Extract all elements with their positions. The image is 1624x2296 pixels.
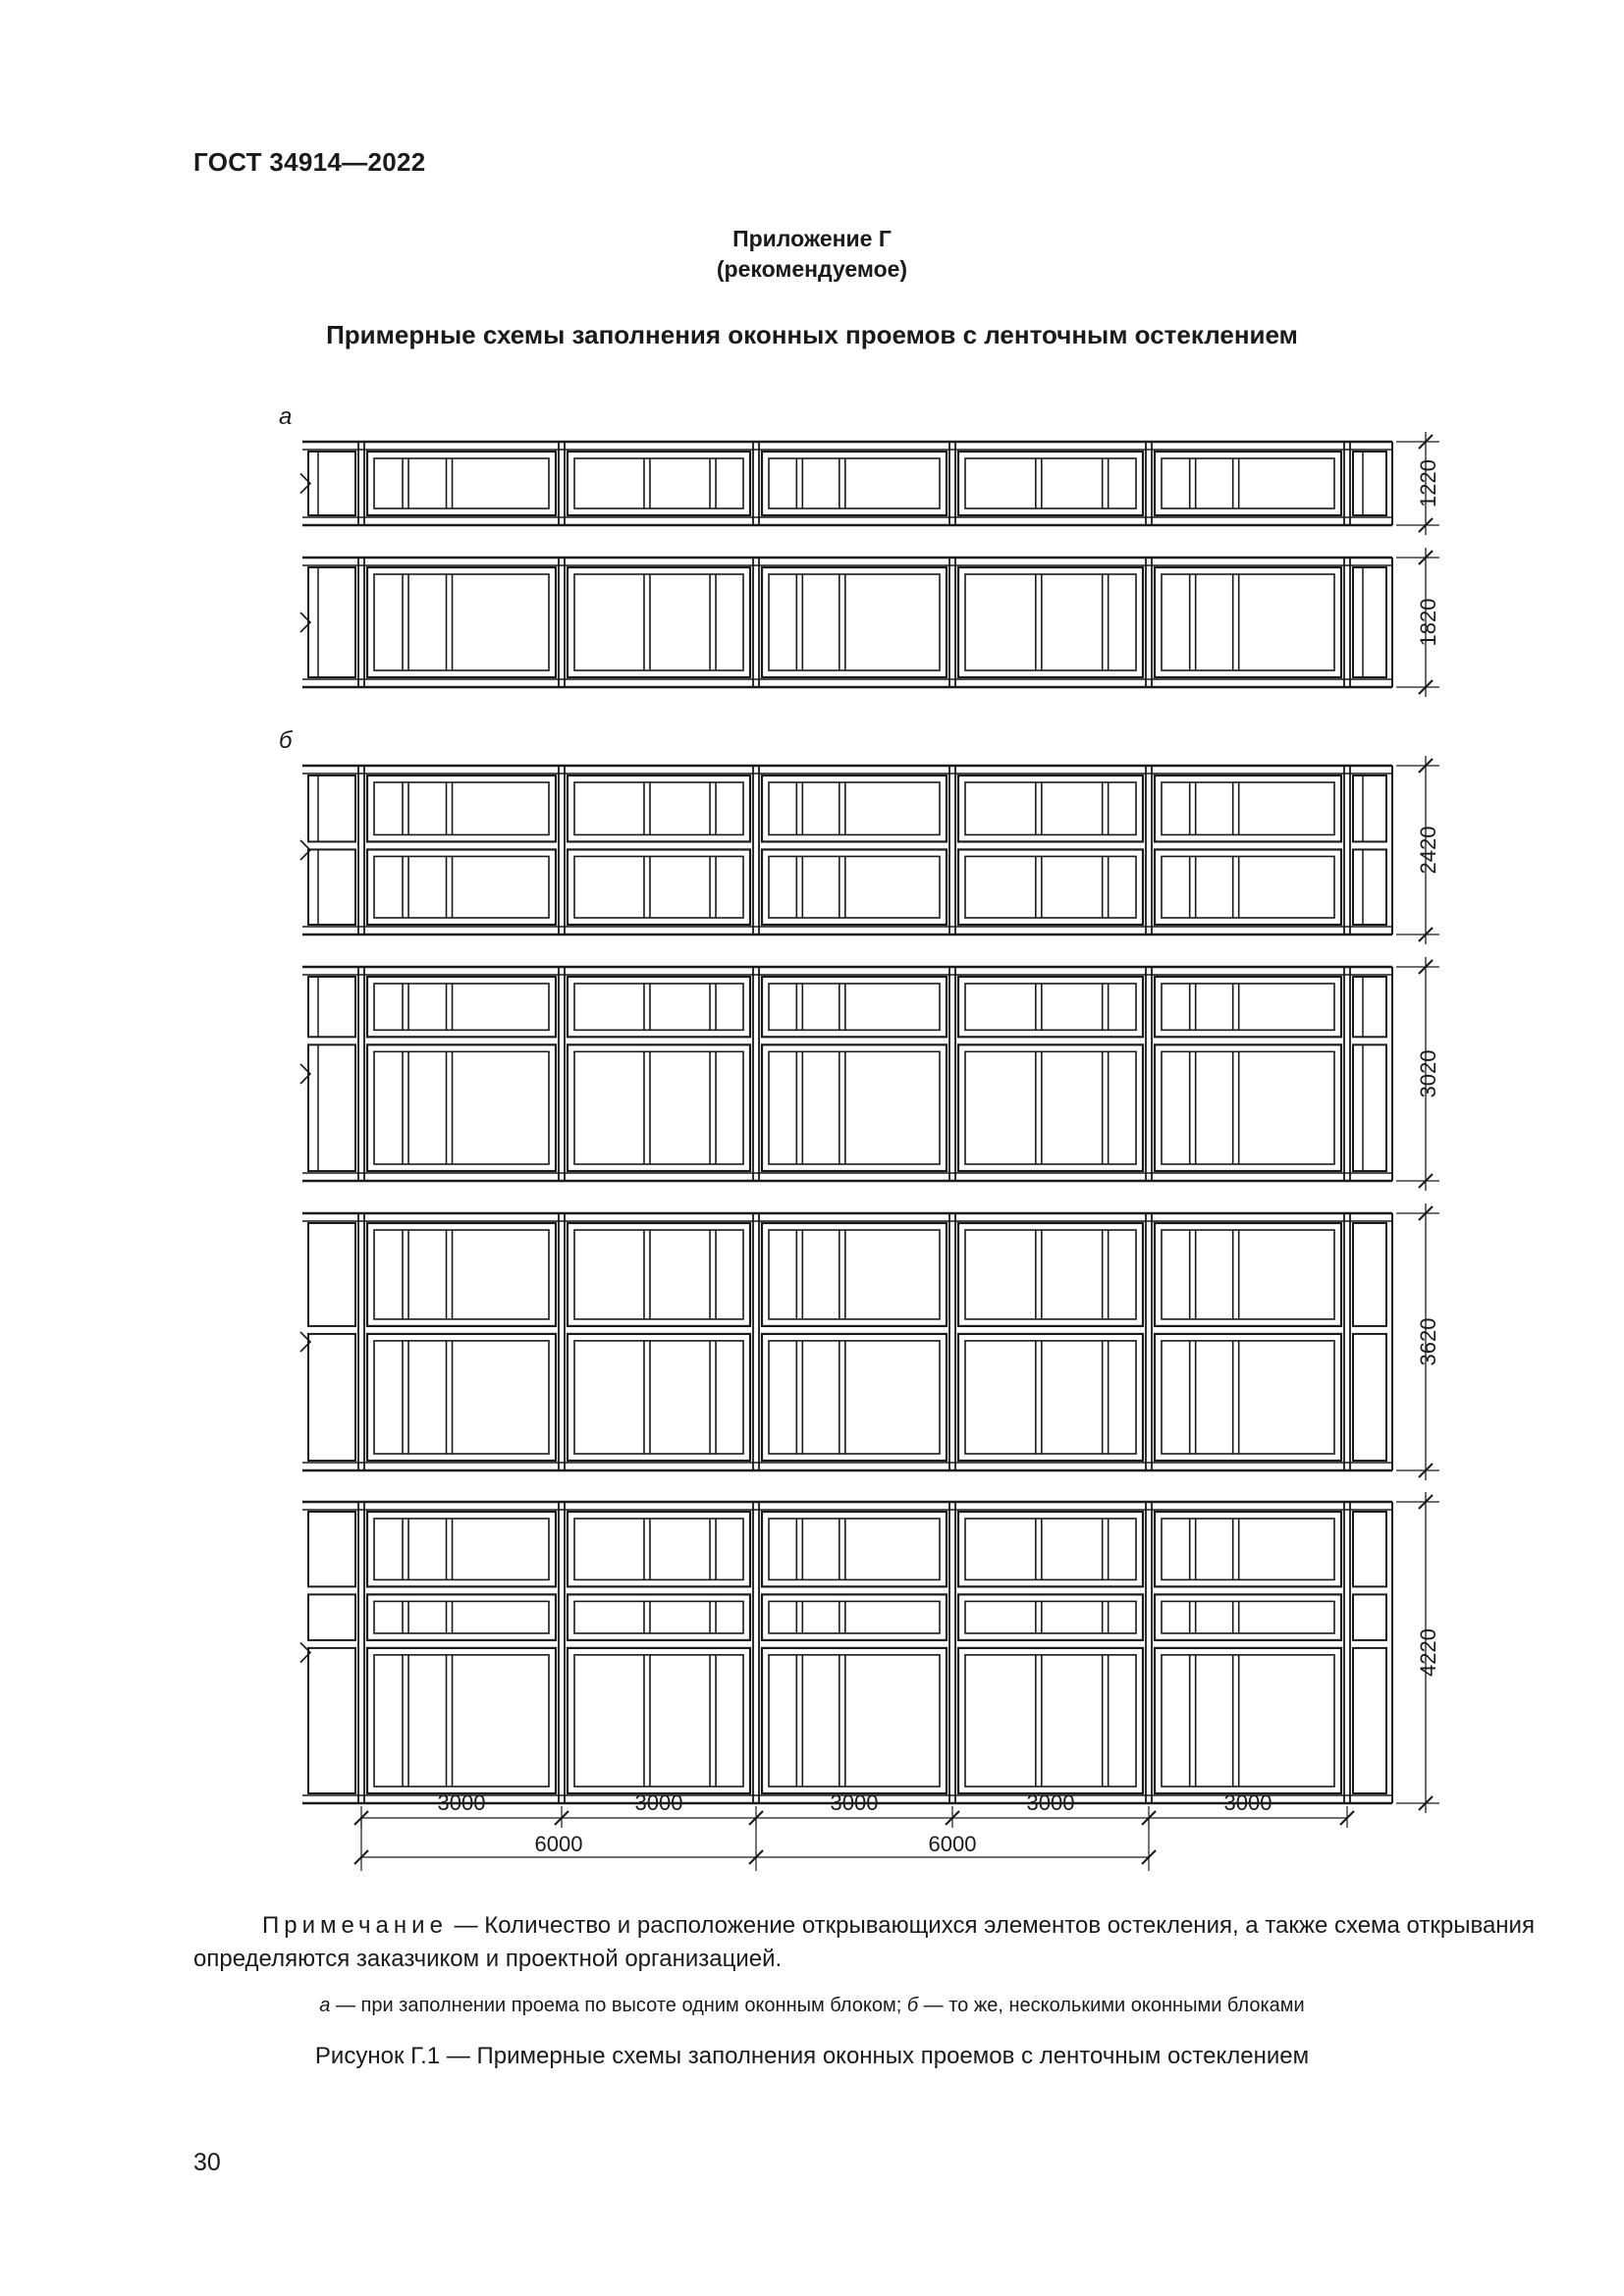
edge-pane <box>308 775 355 841</box>
edge-pane <box>1353 1648 1386 1793</box>
window-glazing <box>1162 856 1334 918</box>
window-pane <box>1155 1512 1341 1586</box>
window-pane <box>568 452 750 515</box>
window-pane <box>568 1512 750 1586</box>
window-pane <box>1155 567 1341 677</box>
window-pane <box>762 775 947 841</box>
window-glazing <box>769 1519 940 1579</box>
window-pane <box>1155 775 1341 841</box>
figure-caption: Рисунок Г.1 — Примерные схемы заполнения оконных проемов с ленточным остеклением <box>314 2043 1310 2069</box>
window-glazing <box>769 1051 940 1164</box>
window-pane <box>958 1648 1143 1793</box>
window-row <box>300 756 1440 944</box>
window-pane <box>1155 1334 1341 1461</box>
window-glazing <box>965 458 1136 508</box>
span-dimension-label: 3000 <box>830 1790 879 1815</box>
window-glazing <box>965 856 1136 918</box>
legend-text-a: — при заполнении проема по высоте одним оконным блоком; <box>330 1995 907 2016</box>
edge-pane <box>308 1223 355 1326</box>
height-dimension-label: 3620 <box>1416 1317 1440 1366</box>
pair-dimension-label: 6000 <box>534 1832 583 1856</box>
window-pane <box>762 1044 947 1171</box>
window-glazing <box>1162 574 1334 670</box>
height-dimension-label: 2420 <box>1416 826 1440 875</box>
window-glazing <box>769 1601 940 1633</box>
window-pane <box>1155 1223 1341 1326</box>
window-pane <box>958 977 1143 1037</box>
edge-pane <box>308 1648 355 1793</box>
window-pane <box>762 1334 947 1461</box>
edge-pane <box>1353 1594 1386 1640</box>
window-pane <box>568 567 750 677</box>
edge-pane <box>1353 1334 1386 1461</box>
height-dimension-label: 3020 <box>1416 1049 1440 1098</box>
window-pane <box>1155 1044 1341 1171</box>
window-pane <box>762 452 947 515</box>
window-pane <box>367 567 556 677</box>
window-glazing <box>574 1601 743 1633</box>
window-glazing <box>374 1230 549 1319</box>
window-glazing <box>574 1341 743 1454</box>
window-pane <box>568 1648 750 1793</box>
window-pane <box>568 1044 750 1171</box>
edge-pane <box>1353 1223 1386 1326</box>
edge-pane <box>1353 1044 1386 1171</box>
window-glazing <box>1162 1601 1334 1633</box>
window-pane <box>762 1223 947 1326</box>
span-dimension-label: 3000 <box>1026 1790 1075 1815</box>
window-glazing <box>374 458 549 508</box>
window-glazing <box>574 458 743 508</box>
window-glazing <box>965 984 1136 1030</box>
window-pane <box>568 1334 750 1461</box>
edge-pane <box>308 1334 355 1461</box>
window-glazing <box>965 1519 1136 1579</box>
window-glazing <box>965 1051 1136 1164</box>
window-pane <box>367 775 556 841</box>
edge-pane <box>1353 567 1386 677</box>
window-glazing <box>769 1655 940 1787</box>
edge-pane <box>1353 1512 1386 1586</box>
window-glazing <box>769 458 940 508</box>
legend-key-a: а <box>319 1995 331 2016</box>
window-glazing <box>374 984 549 1030</box>
window-glazing <box>769 1341 940 1454</box>
window-glazing <box>965 1230 1136 1319</box>
window-pane <box>367 1223 556 1326</box>
figure-label-a: а <box>279 403 293 430</box>
window-row <box>300 432 1440 535</box>
window-glazing <box>574 984 743 1030</box>
appendix-status: (рекомендуемое) <box>716 256 908 282</box>
window-pane <box>1155 1648 1341 1793</box>
window-glazing <box>965 1655 1136 1787</box>
window-pane <box>958 1512 1143 1586</box>
window-pane <box>762 977 947 1037</box>
window-glazing <box>574 574 743 670</box>
window-glazing <box>374 1655 549 1787</box>
window-glazing <box>769 782 940 834</box>
window-glazing <box>574 1655 743 1787</box>
span-dimension-label: 3000 <box>1223 1790 1272 1815</box>
height-dimension-label: 4220 <box>1416 1629 1440 1677</box>
window-pane <box>958 567 1143 677</box>
section-title: Примерные схемы заполнения оконных проемов с ленточным остеклением <box>326 320 1298 349</box>
edge-pane <box>308 1594 355 1640</box>
window-pane <box>762 1512 947 1586</box>
window-glazing <box>1162 1341 1334 1454</box>
window-pane <box>367 849 556 925</box>
note-text: — Количество и расположение открывающихся элементов остекления, а также схема открывания определяются заказчиком и проектной организацией. <box>193 1912 1535 1972</box>
window-pane <box>1155 452 1341 515</box>
note-label: Примечание <box>262 1912 448 1939</box>
figure-label-b: б <box>279 727 293 754</box>
window-row <box>300 548 1440 697</box>
window-glazing <box>1162 1655 1334 1787</box>
window-glazing <box>769 856 940 918</box>
window-glazing <box>769 1230 940 1319</box>
span-dimension-label: 3000 <box>437 1790 486 1815</box>
edge-pane <box>1353 452 1386 515</box>
window-pane <box>568 849 750 925</box>
window-pane <box>568 1223 750 1326</box>
pair-dimension-label: 6000 <box>928 1832 977 1856</box>
window-pane <box>568 775 750 841</box>
span-dimension-label: 3000 <box>634 1790 683 1815</box>
window-pane <box>762 1648 947 1793</box>
height-dimension-label: 1220 <box>1416 459 1440 507</box>
window-pane <box>568 977 750 1037</box>
window-pane <box>958 1044 1143 1171</box>
edge-pane <box>308 977 355 1037</box>
window-row <box>300 957 1440 1191</box>
window-glazing <box>1162 1519 1334 1579</box>
window-glazing <box>374 1341 549 1454</box>
window-glazing <box>1162 984 1334 1030</box>
window-glazing <box>965 1601 1136 1633</box>
window-glazing <box>769 574 940 670</box>
edge-pane <box>308 567 355 677</box>
window-pane <box>958 1223 1143 1326</box>
document-header: ГОСТ 34914—2022 <box>193 147 426 177</box>
window-pane <box>367 977 556 1037</box>
window-glazing <box>965 1341 1136 1454</box>
edge-pane <box>1353 849 1386 925</box>
window-glazing <box>1162 782 1334 834</box>
window-glazing <box>1162 1230 1334 1319</box>
window-pane <box>1155 977 1341 1037</box>
window-glazing <box>1162 458 1334 508</box>
height-dimension-label: 1820 <box>1416 598 1440 647</box>
appendix-title: Приложение Г <box>732 226 892 251</box>
window-glazing <box>574 1519 743 1579</box>
window-pane <box>958 1334 1143 1461</box>
window-pane <box>762 567 947 677</box>
window-glazing <box>574 1230 743 1319</box>
window-row <box>300 1492 1440 1813</box>
edge-pane <box>308 1044 355 1171</box>
window-pane <box>958 849 1143 925</box>
edge-pane <box>308 452 355 515</box>
window-glazing <box>574 1051 743 1164</box>
legend-text-b: — то же, несколькими оконными блоками <box>918 1995 1305 2016</box>
window-pane <box>958 775 1143 841</box>
legend-key-b: б <box>906 1995 919 2016</box>
window-glazing <box>374 1601 549 1633</box>
window-row <box>300 1203 1440 1480</box>
window-glazing <box>374 1051 549 1164</box>
window-pane <box>762 849 947 925</box>
window-glazing <box>769 984 940 1030</box>
page-number: 30 <box>193 2149 221 2176</box>
edge-pane <box>1353 977 1386 1037</box>
edge-pane <box>308 1512 355 1586</box>
window-glazing <box>574 856 743 918</box>
window-pane <box>367 1334 556 1461</box>
window-pane <box>367 1512 556 1586</box>
window-glazing <box>374 574 549 670</box>
window-pane <box>1155 849 1341 925</box>
edge-pane <box>308 849 355 925</box>
window-glazing <box>374 782 549 834</box>
window-glazing <box>374 856 549 918</box>
window-pane <box>958 452 1143 515</box>
window-glazing <box>965 574 1136 670</box>
figure-legend <box>0 1995 1624 2017</box>
window-pane <box>367 452 556 515</box>
window-pane <box>367 1044 556 1171</box>
edge-pane <box>1353 775 1386 841</box>
window-glazing <box>574 782 743 834</box>
window-glazing <box>1162 1051 1334 1164</box>
window-glazing <box>965 782 1136 834</box>
window-glazing <box>374 1519 549 1579</box>
window-pane <box>367 1648 556 1793</box>
window-rows <box>300 432 1440 1813</box>
note-paragraph <box>193 1909 1548 1976</box>
